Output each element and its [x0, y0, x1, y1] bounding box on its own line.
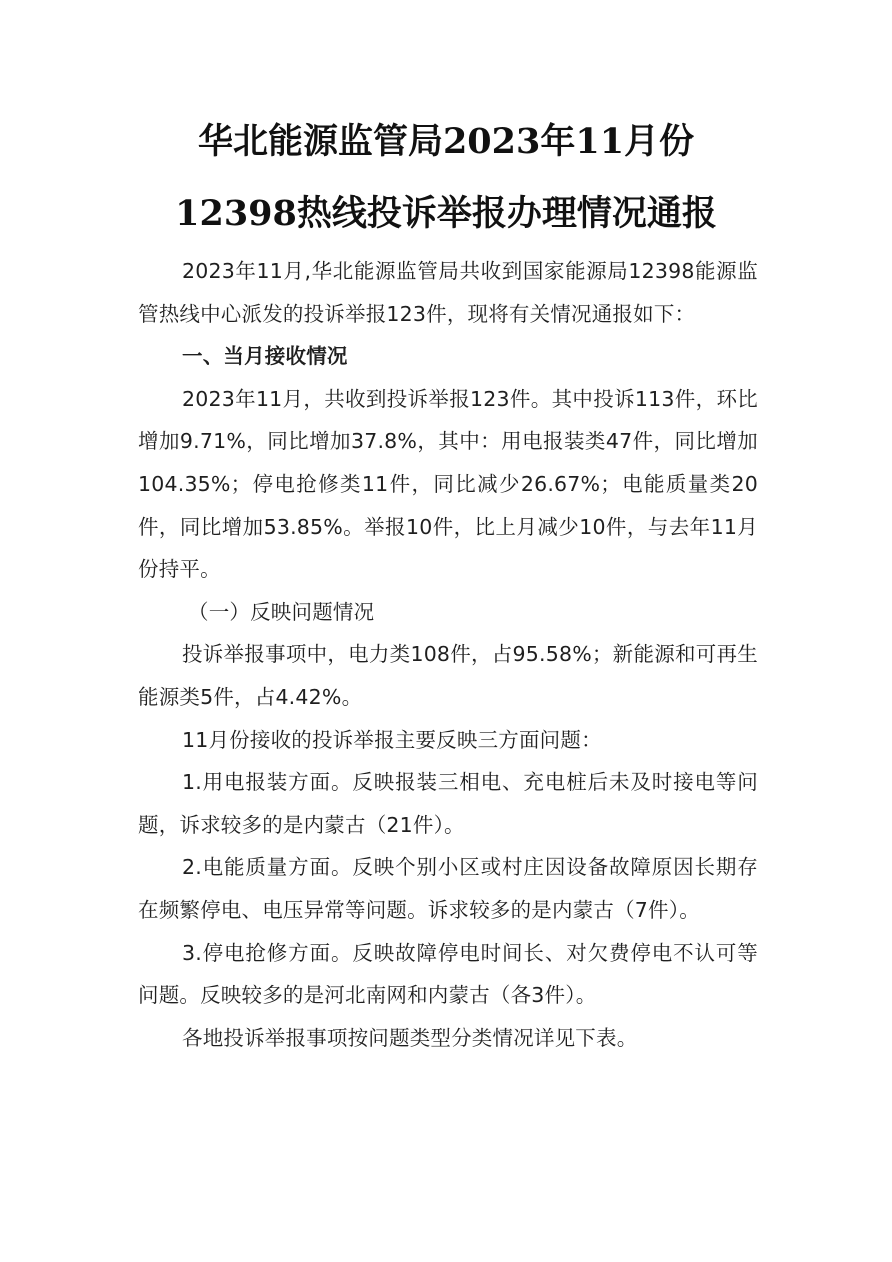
issue-item-3: 3.停电抢修方面。反映故障停电时间长、对欠费停电不认可等问题。反映较多的是河北南网和内蒙古（各3件）。: [138, 940, 758, 1008]
monthly-receipt-paragraph: 2023年11月，共收到投诉举报123件。其中投诉113件，环比增加9.71%，同比增加37.8%，其中：用电报装类47件，同比增加104.35%；停电抢修类11件，同比减少26.67%；电能质量类20件，同比增加53.85%。举报10件，比上月减少10件，与去年11月份持平。: [138, 386, 758, 582]
document-title-line-2: 12398热线投诉举报办理情况通报: [175, 193, 717, 234]
issue-category-paragraph: 投诉举报事项中，电力类108件，占95.58%；新能源和可再生能源类5件，占4.42%。: [138, 642, 758, 709]
section-heading-monthly-receipt: 一、当月接收情况: [182, 344, 348, 369]
table-reference-note: 各地投诉举报事项按问题类型分类情况详见下表。: [182, 1025, 638, 1050]
issue-item-1: 1.用电报装方面。反映报装三相电、充电桩后未及时接电等问题，诉求较多的是内蒙古（21件）。: [138, 770, 758, 837]
intro-paragraph: 2023年11月,华北能源监管局共收到国家能源局12398能源监管热线中心派发的投诉举报123件，现将有关情况通报如下：: [138, 259, 758, 326]
document-title-line-1: 华北能源监管局2023年11月份: [197, 121, 695, 162]
document-body: [138, 250, 758, 1059]
subsection-heading-issues: （一）反映问题情况: [188, 599, 375, 624]
issue-item-2: 2.电能质量方面。反映个别小区或村庄因设备故障原因长期存在频繁停电、电压异常等问题。诉求较多的是内蒙古（7件）。: [138, 855, 758, 922]
issues-intro-paragraph: 11月份接收的投诉举报主要反映三方面问题：: [182, 727, 602, 752]
